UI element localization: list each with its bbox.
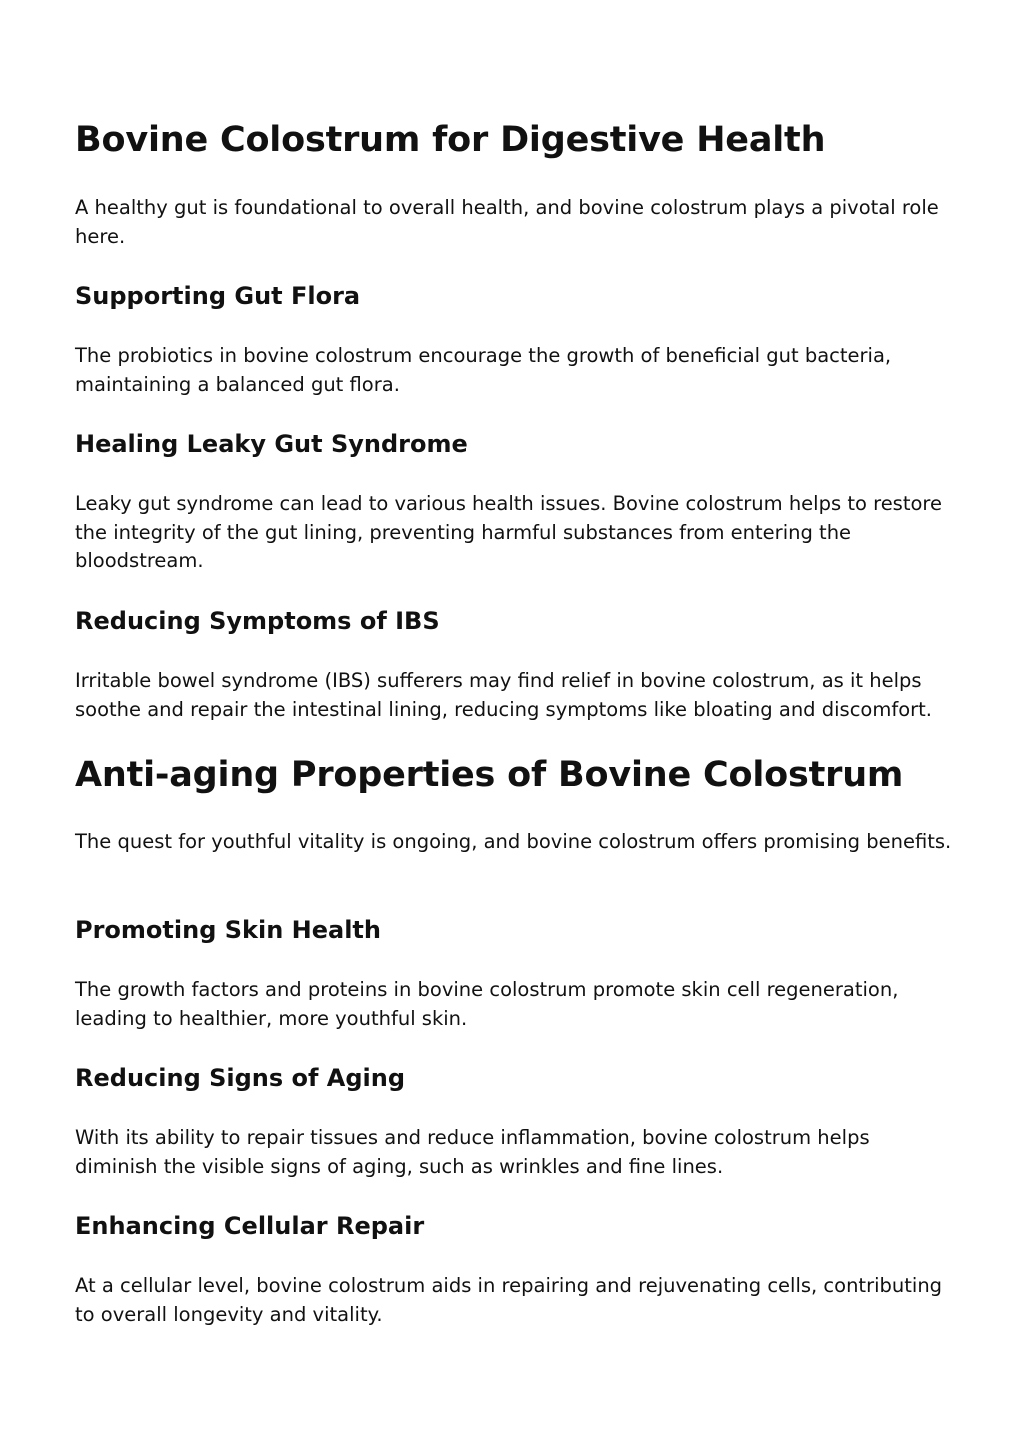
subsection-heading-signs-of-aging: Reducing Signs of Aging bbox=[75, 1064, 406, 1092]
subsection-heading-gut-flora: Supporting Gut Flora bbox=[75, 282, 361, 310]
subsection-heading-ibs: Reducing Symptoms of IBS bbox=[75, 607, 440, 635]
section-intro-anti-aging: The quest for youthful vitality is ongoing, and bovine colostrum offers promising benefits. bbox=[75, 830, 952, 853]
subsection-heading-leaky-gut: Healing Leaky Gut Syndrome bbox=[75, 430, 468, 458]
section-title-anti-aging: Anti-aging Properties of Bovine Colostrum bbox=[75, 755, 904, 795]
subsection-heading-cellular-repair: Enhancing Cellular Repair bbox=[75, 1212, 425, 1240]
subsection-body-gut-flora: The probiotics in bovine colostrum encourage the growth of beneficial gut bacteria, maintaining a balanced gut flora. bbox=[75, 344, 892, 396]
subsection-body-ibs: Irritable bowel syndrome (IBS) sufferers may find relief in bovine colostrum, as it helps soothe and repair the intestinal lining, reducing symptoms like bloating and discomfort. bbox=[75, 669, 933, 721]
subsection-heading-skin-health: Promoting Skin Health bbox=[75, 916, 381, 944]
subsection-body-signs-of-aging: With its ability to repair tissues and reduce inflammation, bovine colostrum helps diminish the visible signs of aging, such as wrinkles and fine lines. bbox=[75, 1126, 870, 1178]
subsection-body-skin-health: The growth factors and proteins in bovine colostrum promote skin cell regeneration, leading to healthier, more youthful skin. bbox=[75, 978, 899, 1030]
section-intro-digestive-health: A healthy gut is foundational to overall health, and bovine colostrum plays a pivotal role here. bbox=[75, 196, 939, 248]
section-title-digestive-health: Bovine Colostrum for Digestive Health bbox=[75, 120, 826, 160]
subsection-body-cellular-repair: At a cellular level, bovine colostrum aids in repairing and rejuvenating cells, contributing to overall longevity and vitality. bbox=[75, 1274, 943, 1326]
subsection-body-leaky-gut: Leaky gut syndrome can lead to various health issues. Bovine colostrum helps to restore the integrity of the gut lining, preventing harmful substances from entering the bloodstream. bbox=[75, 492, 943, 572]
